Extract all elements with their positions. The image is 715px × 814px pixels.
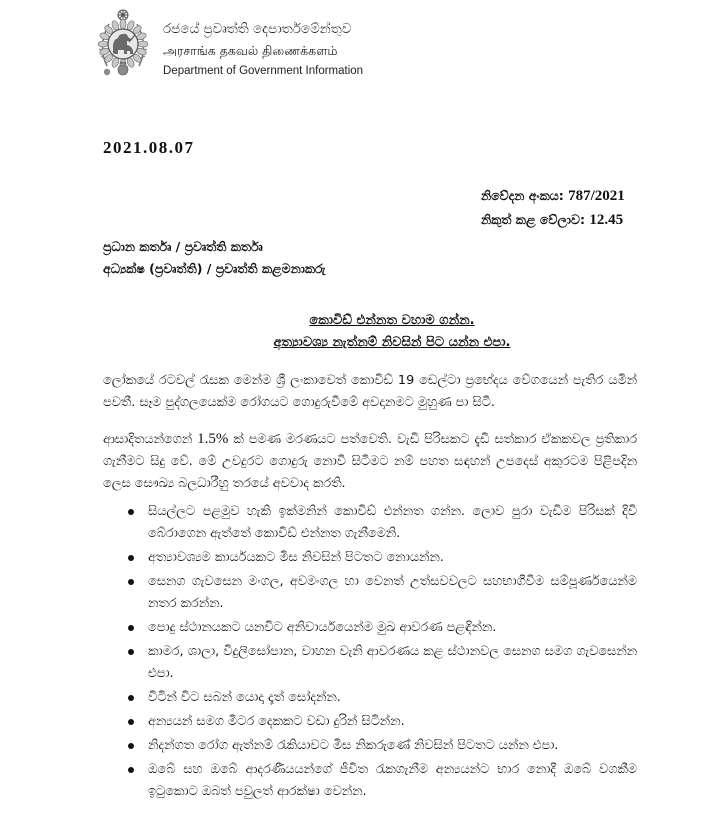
advice-text: නිදන්ගත රෝග ඇත්නම් රැකියාවට මිස නිකරුණේ නිවසින් පිටතට යන්න එපා.: [148, 738, 559, 753]
release-time-value: 12.45: [589, 212, 624, 228]
release-date: 2021.08.07: [103, 138, 195, 157]
department-name-english: Department of Government Information: [163, 65, 364, 77]
advisory-text-after: ක් පමණ මරණයට පත්වෙති. වැඩි පිරිසකට දැඩි සත්කාර ඒකකවල ප්‍රතිකාර ගැනීමට සිදු වේ. මේ උවදුරට ගොදුරු නොවී සිටීමට නම් පහත සඳහන් උපදෙස් අකුරටම පිළිපදින ලෙස සෞඛ්‍ය බලධාරීහු තරයේ අවවාද කරති.: [103, 432, 637, 491]
advice-item: [103, 547, 637, 569]
bullet-dot: [128, 555, 134, 561]
full-pot-icon: [118, 62, 128, 75]
advice-item: [103, 617, 637, 639]
bullet-dot: [128, 579, 134, 585]
press-release-body: [103, 138, 637, 805]
advisory-text-before: ආසාදිතයන්ගෙන්: [103, 432, 193, 447]
department-name-tamil: அரசாங்க தகவல் திணைக்களம்: [163, 43, 338, 58]
bullet-dot: [128, 649, 134, 655]
headline-line: කොවිඩ් එන්නත වහාම ගන්න.: [309, 313, 475, 328]
bullet-dot: [128, 695, 134, 701]
advice-item: [103, 759, 637, 803]
department-name-sinhala: රජයේ ප්‍රවෘත්ති දෙපාර්තමේන්තුව: [163, 21, 352, 37]
recipient-line: අධ්‍යක්ෂ (ප්‍රවෘත්ති) / ප්‍රවෘත්ති කළමනාකරු: [103, 261, 326, 276]
bullet-dot: [128, 767, 134, 773]
advice-item: [103, 641, 637, 685]
intro-paragraph: ලෝකයේ රටවල් රැසක මෙන්ම ශ්‍රී ලංකාවෙත් කොවිඩ් 19 ඩෙල්ටා ප්‍රභේදය වේගයෙන් පැතිර යමින් පවතී. සෑම පුද්ගලයෙක්ම රෝගයට ගොදුරුවීමේ අවදානමට මුහුණ පා සිටී.: [103, 373, 637, 410]
headline: [103, 310, 637, 354]
bullet-dot: [128, 719, 134, 725]
release-time-label: නිකුත් කළ වේලාව:: [481, 212, 585, 227]
release-time: [481, 208, 637, 232]
bullet-dot: [128, 743, 134, 749]
advice-text: අන්‍යයන් සමග මීටර දෙකකට වඩා දුරින් සිටින්න.: [148, 714, 405, 729]
bullet-dot: [128, 509, 134, 515]
advice-text: අත්‍යාවශ්‍යම කාර්යයකට මිස නිවසින් පිටතට නොයන්න.: [148, 550, 444, 565]
advice-item: [103, 711, 637, 733]
advisory-paragraph: [103, 428, 637, 495]
advice-text: පොදු ස්ථානයකට යනවිට අනිවාර්යයෙන්ම මුඛ ආවරණ පළඳින්න.: [148, 620, 497, 635]
sun-icon: [104, 69, 110, 75]
recipient-line: ප්‍රධාන කර්තෘ / ප්‍රවෘත්ති කර්තෘ: [103, 239, 263, 254]
sri-lanka-state-emblem-icon: [94, 8, 152, 80]
advice-text: සෙනග ගැවසෙන මංගල, අවමංගල හා වෙනත් උත්සවවලට සහභාගීවීම සම්පූර්ණයෙන්ම නතර කරන්න.: [148, 574, 637, 611]
advice-text: සියල්ලට පළමුව හැකි ඉක්මනින් කොවිඩ් එන්නත ගන්න. ලොව පුරා වැඩිම පිරිසක් දිවි බේරාගෙන ඇත්තේ කොවිඩ් එන්නත ගැනීමෙනි.: [148, 504, 637, 541]
advice-item: [103, 687, 637, 709]
advice-item: [103, 735, 637, 757]
moon-icon: [136, 69, 140, 76]
advice-text: විටින් විට සබන් යොදා දෑත් සෝදන්න.: [148, 690, 341, 705]
advice-text: ඔබේ සහ ඔබේ ආදරණීයයන්ගේ ජීවිත රැකගැනීම අන්‍යයන්ට භාර නොදී ඔබේ වගකීම ඉටුකොට ඔබත් පවුලත් ආරක්ෂා වෙන්න.: [148, 762, 637, 799]
release-info: [481, 184, 637, 232]
recipients-block: [103, 236, 637, 280]
bullet-dot: [128, 625, 134, 631]
headline-line: අත්‍යාවශ්‍ය නැත්නම් නිවසින් පිට යන්න එපා.: [273, 335, 511, 350]
advice-item: [103, 501, 637, 545]
advice-item: [103, 571, 637, 615]
department-name-block: [163, 19, 363, 82]
release-number-value: 787/2021: [568, 188, 625, 204]
fatality-rate-figure: 1.5%: [197, 431, 229, 447]
advice-text: කාමර, ශාලා, විදුලිසෝපාන, වාහන වැනි ආවරණය කළ ස්ථානවල සෙනග සමග ගැවසෙන්න එපා.: [148, 644, 637, 681]
dharma-wheel-icon: [118, 10, 128, 20]
advice-list: [103, 501, 637, 803]
release-number-label: නිවේදන අංකය:: [481, 188, 564, 203]
release-number: [481, 184, 637, 208]
